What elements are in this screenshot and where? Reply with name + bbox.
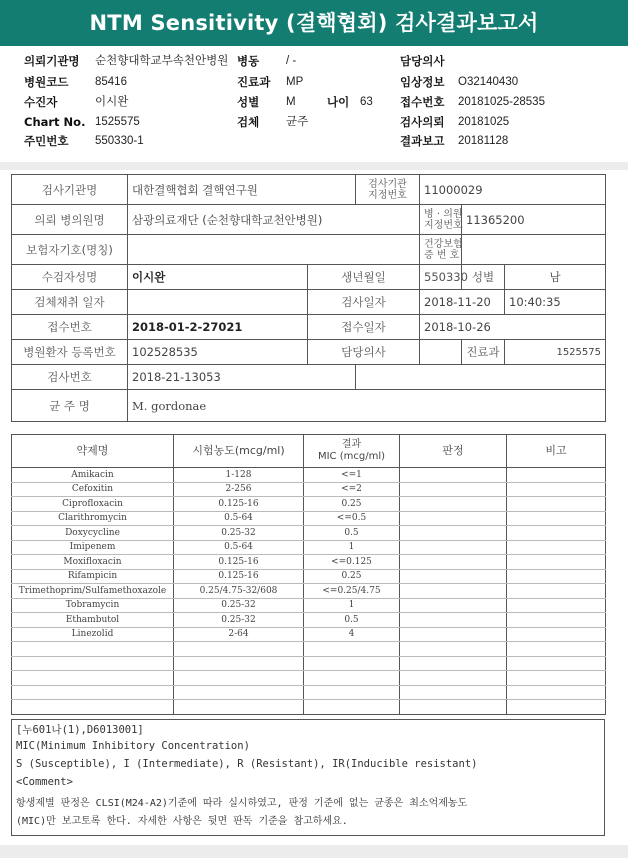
drug-name-cell xyxy=(12,700,174,715)
reg-no-value: 102528535 xyxy=(128,340,308,365)
drug-name-cell: Trimethoprim/Sulfamethoxazole xyxy=(12,584,174,599)
clinical-info-value: O32140430 xyxy=(458,76,519,88)
drug-conc-cell: 0.25-32 xyxy=(174,526,304,541)
lab-desig-value: 11000029 xyxy=(420,175,606,205)
drug-judgement-cell xyxy=(400,656,507,671)
drug-remarks-cell xyxy=(507,555,606,570)
insurer-label: 보험자기호(명칭) xyxy=(12,235,128,265)
clinical-info-label: 임상정보 xyxy=(400,75,445,89)
drug-judgement-cell xyxy=(400,526,507,541)
drug-remarks-cell xyxy=(507,526,606,541)
sex-cell-label: 성별 xyxy=(462,265,505,290)
department-label: 진료과 xyxy=(237,75,271,89)
info-row-organism xyxy=(12,390,606,422)
lab-name-label: 검사기관명 xyxy=(12,175,128,205)
department-value: MP xyxy=(286,76,304,88)
test-no-label: 검사번호 xyxy=(12,365,128,390)
ward-value: / - xyxy=(286,55,297,67)
drug-name-cell: Tobramycin xyxy=(12,598,174,613)
chart-no-label: Chart No. xyxy=(24,115,86,129)
drug-remarks-cell xyxy=(507,569,606,584)
drug-row xyxy=(12,511,606,526)
patient-name-label: 수검자성명 xyxy=(12,265,128,290)
drug-row-empty xyxy=(12,700,606,715)
drug-judgement-cell xyxy=(400,671,507,686)
institution-label: 의뢰기관명 xyxy=(24,54,80,68)
drug-row xyxy=(12,584,606,599)
req-hosp-value: 삼광의료재단 (순천향대학교천안병원) xyxy=(128,205,420,235)
drug-judgement-cell xyxy=(400,540,507,555)
patient-value: 이시완 xyxy=(95,96,129,108)
physician-value xyxy=(420,340,462,365)
reg-no-label: 병원환자 등록번호 xyxy=(12,340,128,365)
drug-conc-cell: 0.125-16 xyxy=(174,555,304,570)
drug-conc-cell: 1-128 xyxy=(174,468,304,483)
drug-name-cell: Cefoxitin xyxy=(12,482,174,497)
health-ins-label-line1: 건강보험 xyxy=(424,238,463,250)
drug-mic-cell xyxy=(304,685,400,700)
test-date-value: 2018-11-20 xyxy=(420,290,505,315)
drug-conc-cell: 0.5-64 xyxy=(174,540,304,555)
header-row-1 xyxy=(0,52,628,70)
hospital-code-label: 병원코드 xyxy=(24,75,69,89)
drug-conc-cell xyxy=(174,656,304,671)
conc-header: 시험농도(mcg/ml) xyxy=(174,435,304,468)
doctor-label: 담당의사 xyxy=(400,54,445,68)
drug-conc-cell xyxy=(174,671,304,686)
comment-text-line2: (MIC)만 보고토록 한다. 자세한 사항은 뒷면 판독 기준을 참고하세요. xyxy=(16,816,348,827)
header-row-4 xyxy=(0,113,628,131)
drug-row-empty xyxy=(12,642,606,657)
drug-remarks-cell xyxy=(507,656,606,671)
drug-name-cell xyxy=(12,642,174,657)
drug-header: 약제명 xyxy=(12,435,174,468)
drug-judgement-cell xyxy=(400,584,507,599)
drug-name-cell: Amikacin xyxy=(12,468,174,483)
institution-value: 순천향대학교부속천안병원 xyxy=(95,55,229,67)
drug-row xyxy=(12,555,606,570)
report-date-label: 결과보고 xyxy=(400,134,445,148)
drug-table-body xyxy=(12,468,606,715)
drug-row xyxy=(12,613,606,628)
accession-label: 접수번호 xyxy=(12,315,128,340)
comment-box xyxy=(11,719,605,836)
drug-remarks-cell xyxy=(507,642,606,657)
physician-label: 담당의사 xyxy=(308,340,420,365)
receipt-no-label: 접수번호 xyxy=(400,95,445,109)
drug-name-cell: Doxycycline xyxy=(12,526,174,541)
drug-name-cell: Imipenem xyxy=(12,540,174,555)
chart-no-value: 1525575 xyxy=(95,116,140,128)
drug-remarks-cell xyxy=(507,482,606,497)
drug-name-cell xyxy=(12,685,174,700)
drug-judgement-cell xyxy=(400,482,507,497)
drug-remarks-cell xyxy=(507,671,606,686)
drug-remarks-cell xyxy=(507,497,606,512)
drug-row xyxy=(12,482,606,497)
drug-row xyxy=(12,526,606,541)
drug-mic-cell: <=0.125 xyxy=(304,555,400,570)
drug-row xyxy=(12,540,606,555)
dept-value: 1525575 xyxy=(505,340,606,365)
drug-mic-cell: <=1 xyxy=(304,468,400,483)
drug-conc-cell: 0.25-32 xyxy=(174,613,304,628)
drug-remarks-cell xyxy=(507,468,606,483)
drug-name-cell xyxy=(12,656,174,671)
drug-conc-cell: 0.25-32 xyxy=(174,598,304,613)
drug-mic-cell: <=0.25/4.75 xyxy=(304,584,400,599)
specimen-value: 균주 xyxy=(286,116,309,128)
lab-desig-label xyxy=(356,175,420,205)
comment-mic-definition: MIC(Minimum Inhibitory Concentration) xyxy=(16,740,250,752)
drug-mic-cell: 0.25 xyxy=(304,569,400,584)
info-row-registration xyxy=(12,340,606,365)
resident-no-label: 주민번호 xyxy=(24,134,69,148)
test-no-blank xyxy=(356,365,606,390)
drug-mic-cell xyxy=(304,671,400,686)
sex-value: M xyxy=(286,96,296,108)
drug-mic-cell xyxy=(304,656,400,671)
drug-remarks-cell xyxy=(507,511,606,526)
drug-judgement-cell xyxy=(400,497,507,512)
comment-sir-definition: S (Susceptible), I (Intermediate), R (Resistant), IR(Inducible resistant) xyxy=(16,758,478,770)
drug-mic-cell xyxy=(304,642,400,657)
insurer-value xyxy=(128,235,420,265)
drug-table-header xyxy=(12,435,606,468)
drug-mic-cell: 1 xyxy=(304,598,400,613)
info-row-accession xyxy=(12,315,606,340)
header-row-2 xyxy=(0,73,628,91)
receive-date-label: 접수일자 xyxy=(308,315,420,340)
age-label: 나이 xyxy=(327,95,350,109)
receive-date-value: 2018-10-26 xyxy=(420,315,606,340)
header-row-5 xyxy=(0,132,628,150)
lab-desig-label-line1: 검사기관 xyxy=(368,178,407,190)
judgement-header: 판정 xyxy=(400,435,507,468)
drug-conc-cell: 0.25/4.75-32/608 xyxy=(174,584,304,599)
drug-judgement-cell xyxy=(400,642,507,657)
test-no-value: 2018-21-13053 xyxy=(128,365,356,390)
birth-value: 550330 xyxy=(420,265,462,290)
drug-mic-cell: 4 xyxy=(304,627,400,642)
drug-row-empty xyxy=(12,671,606,686)
health-ins-label xyxy=(420,235,462,265)
request-date-label: 검사의뢰 xyxy=(400,115,445,129)
header-row-3 xyxy=(0,93,628,111)
drug-remarks-cell xyxy=(507,584,606,599)
drug-mic-cell: 0.25 xyxy=(304,497,400,512)
drug-mic-cell: <=0.5 xyxy=(304,511,400,526)
lab-desig-label-line2: 지정번호 xyxy=(368,189,407,201)
drug-name-cell: Clarithromycin xyxy=(12,511,174,526)
drug-remarks-cell xyxy=(507,598,606,613)
drug-conc-cell: 0.125-16 xyxy=(174,569,304,584)
hospital-code-value: 85416 xyxy=(95,76,127,88)
result-header-line2: MIC (mcg/ml) xyxy=(317,451,386,462)
info-row-test-no xyxy=(12,365,606,390)
drug-mic-cell xyxy=(304,700,400,715)
patient-label: 수진자 xyxy=(24,95,58,109)
drug-remarks-cell xyxy=(507,627,606,642)
birth-label: 생년월일 xyxy=(308,265,420,290)
drug-row xyxy=(12,468,606,483)
test-date-label: 검사일자 xyxy=(308,290,420,315)
drug-judgement-cell xyxy=(400,598,507,613)
drug-name-cell: Ciprofloxacin xyxy=(12,497,174,512)
drug-conc-cell xyxy=(174,642,304,657)
drug-conc-cell xyxy=(174,700,304,715)
result-header xyxy=(304,435,400,468)
drug-mic-cell: 0.5 xyxy=(304,526,400,541)
resident-no-value: 550330-1 xyxy=(95,135,144,147)
comment-label: <Comment> xyxy=(16,776,73,788)
drug-name-cell: Rifampicin xyxy=(12,569,174,584)
drug-judgement-cell xyxy=(400,555,507,570)
info-row-collect xyxy=(12,290,606,315)
drug-remarks-cell xyxy=(507,540,606,555)
drug-name-cell: Moxifloxacin xyxy=(12,555,174,570)
drug-remarks-cell xyxy=(507,613,606,628)
drug-susceptibility-table xyxy=(11,434,606,715)
drug-judgement-cell xyxy=(400,627,507,642)
drug-mic-cell: <=2 xyxy=(304,482,400,497)
drug-remarks-cell xyxy=(507,700,606,715)
health-ins-value xyxy=(462,235,606,265)
drug-conc-cell: 0.125-16 xyxy=(174,497,304,512)
drug-row xyxy=(12,497,606,512)
drug-mic-cell: 1 xyxy=(304,540,400,555)
info-row-lab xyxy=(12,175,606,205)
remarks-header: 비고 xyxy=(507,435,606,468)
test-time-value: 10:40:35 xyxy=(505,290,606,315)
hosp-desig-label-line2: 지정번호 xyxy=(424,219,463,231)
bottom-band xyxy=(0,845,628,858)
report-title: NTM Sensitivity (결핵협회) 검사결과보고서 xyxy=(89,11,539,35)
drug-conc-cell xyxy=(174,685,304,700)
drug-row xyxy=(12,569,606,584)
sex-cell-value: 남 xyxy=(505,265,606,290)
hosp-desig-label xyxy=(420,205,462,235)
drug-row xyxy=(12,627,606,642)
drug-judgement-cell xyxy=(400,613,507,628)
drug-conc-cell: 2-64 xyxy=(174,627,304,642)
sex-label: 성별 xyxy=(237,95,260,109)
info-row-request-hospital xyxy=(12,205,606,235)
request-date-value: 20181025 xyxy=(458,116,510,128)
drug-conc-cell: 2-256 xyxy=(174,482,304,497)
age-value: 63 xyxy=(360,96,373,108)
drug-conc-cell: 0.5-64 xyxy=(174,511,304,526)
drug-name-cell: Ethambutol xyxy=(12,613,174,628)
drug-mic-cell: 0.5 xyxy=(304,613,400,628)
ward-label: 병동 xyxy=(237,54,260,68)
organism-value: M. gordonae xyxy=(128,390,606,422)
report-date-value: 20181128 xyxy=(458,135,509,147)
drug-row xyxy=(12,598,606,613)
drug-judgement-cell xyxy=(400,700,507,715)
collect-value xyxy=(128,290,308,315)
drug-row-empty xyxy=(12,656,606,671)
receipt-no-value: 20181025-28535 xyxy=(458,96,545,108)
drug-judgement-cell xyxy=(400,685,507,700)
specimen-label: 검체 xyxy=(237,115,260,129)
drug-judgement-cell xyxy=(400,511,507,526)
drug-name-cell: Linezolid xyxy=(12,627,174,642)
comment-code: [누601나(1),D6013001] xyxy=(16,724,144,736)
report-header xyxy=(0,52,628,162)
lab-name-value: 대한결핵협회 결핵연구원 xyxy=(128,175,356,205)
hosp-desig-value: 11365200 xyxy=(462,205,606,235)
accession-value: 2018-01-2-27021 xyxy=(128,315,308,340)
req-hosp-label: 의뢰 병의원명 xyxy=(12,205,128,235)
dept-label: 진료과 xyxy=(462,340,505,365)
organism-label: 균 주 명 xyxy=(12,390,128,422)
drug-name-cell xyxy=(12,671,174,686)
drug-judgement-cell xyxy=(400,569,507,584)
patient-info-table xyxy=(11,174,606,422)
result-header-line1: 결과 xyxy=(341,439,362,450)
section-separator xyxy=(0,162,628,170)
drug-judgement-cell xyxy=(400,468,507,483)
patient-name-value: 이시완 xyxy=(128,265,308,290)
comment-text-line1: 항생제별 판정은 CLSI(M24-A2)기준에 따라 실시하였고, 판정 기준에 없는 균종은 최소억제농도 xyxy=(16,798,468,809)
drug-row-empty xyxy=(12,685,606,700)
health-ins-label-line2: 증 번 호 xyxy=(424,249,460,261)
drug-remarks-cell xyxy=(507,685,606,700)
collect-label: 검체채취 일자 xyxy=(12,290,128,315)
info-row-insurer xyxy=(12,235,606,265)
hosp-desig-label-line1: 병 · 의원 xyxy=(424,208,463,220)
info-row-patient xyxy=(12,265,606,290)
